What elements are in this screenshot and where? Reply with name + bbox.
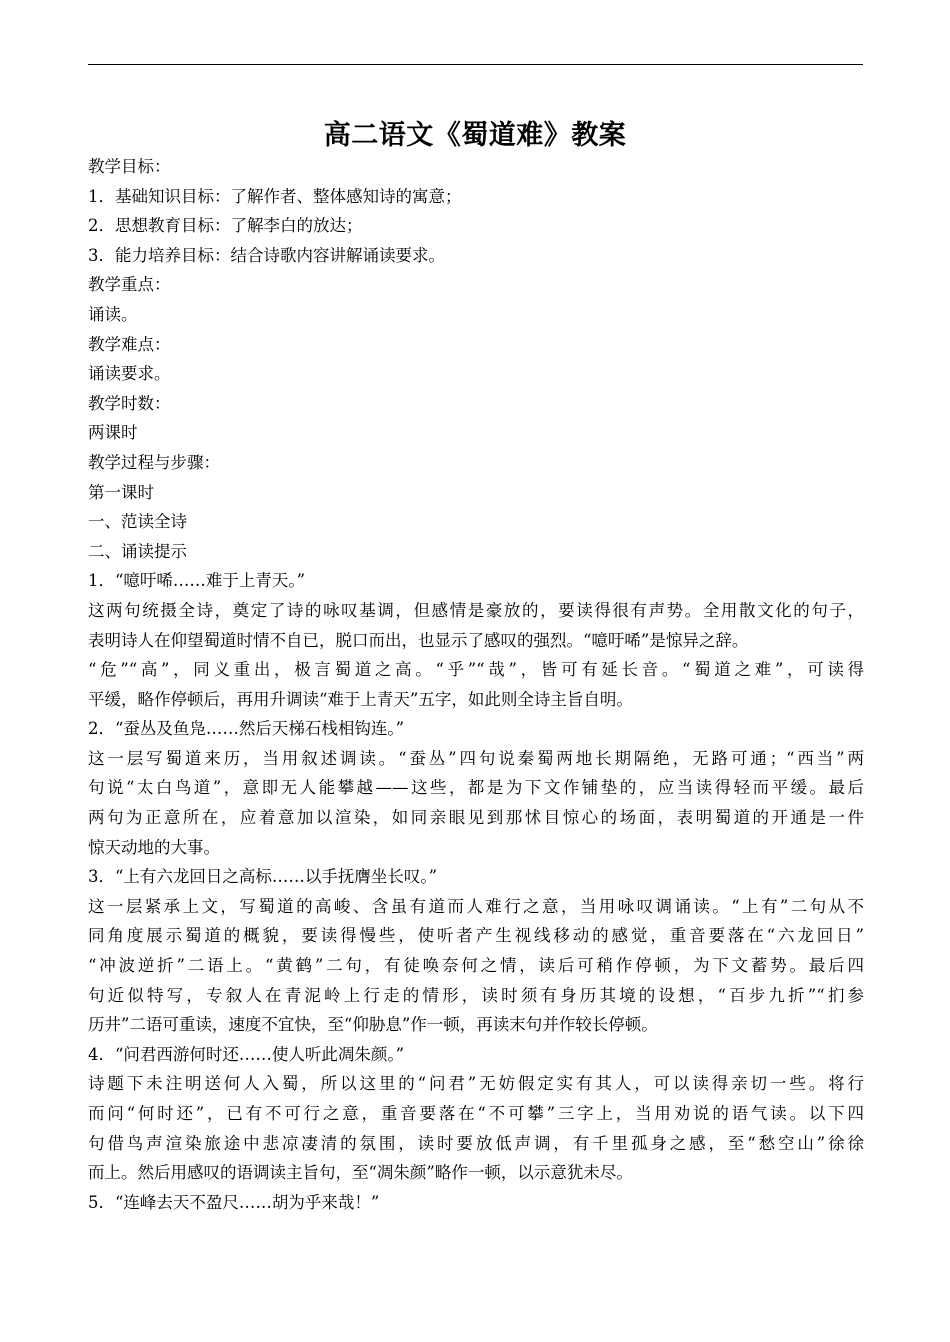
text-line: 4．“问君西游何时还……使人听此凋朱颜。” — [88, 1044, 405, 1064]
text-line: “危”“高”，同义重出，极言蜀道之高。“乎”“哉”，皆可有延长音。“蜀道之难”，可读得 — [88, 660, 864, 680]
text-line: 表明诗人在仰望蜀道时情不自已，脱口而出，也显示了感叹的强烈。“噫吁唏”是惊异之辞。 — [88, 630, 749, 650]
text-line: 同角度展示蜀道的概貌，要读得慢些，使听者产生视线移动的感觉，重音要落在“六龙回日” — [88, 926, 864, 946]
text-line: 句近似特写，专叙人在青泥岭上行走的情形，读时须有身历其境的设想，“百步九折”“扪参 — [88, 985, 864, 1005]
page-title: 高二语文《蜀道难》教案 — [323, 120, 627, 151]
text-line: 句说“太白鸟道”，意即无人能攀越——这些，都是为下文作铺垫的，应当读得轻而平缓。最后 — [88, 778, 864, 798]
text-line: 两句为正意所在，应着意加以渲染，如同亲眼见到那怵目惊心的场面，表明蜀道的开通是一件 — [88, 808, 864, 828]
text-line: 诵读。 — [88, 304, 138, 324]
text-line: 这一层紧承上文，写蜀道的高峻、含虽有道而人难行之意，当用咏叹调诵读。“上有”二句从不 — [88, 896, 864, 916]
document-body — [88, 152, 864, 1217]
text-line: 句借鸟声渲染旅途中悲凉凄清的氛围，读时要放低声调，有千里孤身之感，至“愁空山”徐徐 — [88, 1133, 864, 1153]
text-line: 这一层写蜀道来历，当用叙述调读。“蚕丛”四句说秦蜀两地长期隔绝，无路可通；“西当”两 — [88, 748, 864, 768]
text-line: 历井”二语可重读，速度不宜快，至“仰胁息”作一顿，再读末句并作较长停顿。 — [88, 1015, 658, 1035]
header-rule — [88, 64, 863, 65]
text-line: 第一课时 — [88, 482, 154, 502]
text-line: 平缓，略作停顿后，再用升调读“难于上青天”五字，如此则全诗主旨自明。 — [88, 689, 633, 709]
text-line: 教学过程与步骤： — [88, 452, 220, 472]
text-line: 3．“上有六龙回日之高标……以手抚膺坐长叹。” — [88, 867, 438, 887]
text-line: 3．能力培养目标：结合诗歌内容讲解诵读要求。 — [88, 245, 445, 265]
text-line: 二、诵读提示 — [88, 541, 187, 561]
text-line: 一、范读全诗 — [88, 512, 187, 532]
text-line: 教学目标： — [88, 157, 171, 176]
text-line: 2．“蚕丛及鱼凫……然后天梯石栈相钩连。” — [88, 719, 405, 739]
text-line: 而问“何时还”，已有不可行之意，重音要落在“不可攀”三字上，当用劝说的语气读。以下四 — [88, 1104, 864, 1123]
text-line: 教学时数： — [88, 393, 171, 413]
text-line: 惊天动地的大事。 — [88, 837, 220, 857]
text-line: 诗题下未注明送何人入蜀，所以这里的“问君”无妨假定实有其人，可以读得亲切一些。将行 — [88, 1074, 864, 1094]
text-line: 1．基础知识目标：了解作者、整体感知诗的寓意； — [88, 186, 462, 206]
text-line: 教学重点： — [88, 275, 171, 295]
text-line: “冲波逆折”二语上。“黄鹤”二句，有徒唤奈何之情，读后可稍作停顿，为下文蓄势。最后四 — [88, 956, 864, 976]
text-line: 5．“连峰去天不盈尺……胡为乎来哉！” — [88, 1192, 380, 1212]
text-line: 诵读要求。 — [88, 364, 171, 384]
text-line: 2．思想教育目标：了解李白的放达； — [88, 216, 363, 236]
text-line: 这两句统摄全诗，奠定了诗的咏叹基调，但感情是豪放的，要读得很有声势。全用散文化的句子， — [88, 600, 864, 620]
text-line: 两课时 — [88, 423, 138, 443]
text-line: 而上。然后用感叹的语调读主旨句，至“凋朱颜”略作一顿，以示意犹未尽。 — [88, 1163, 633, 1183]
text-line: 教学难点： — [88, 334, 171, 354]
text-line: 1．“噫吁唏……难于上青天。” — [88, 571, 306, 591]
